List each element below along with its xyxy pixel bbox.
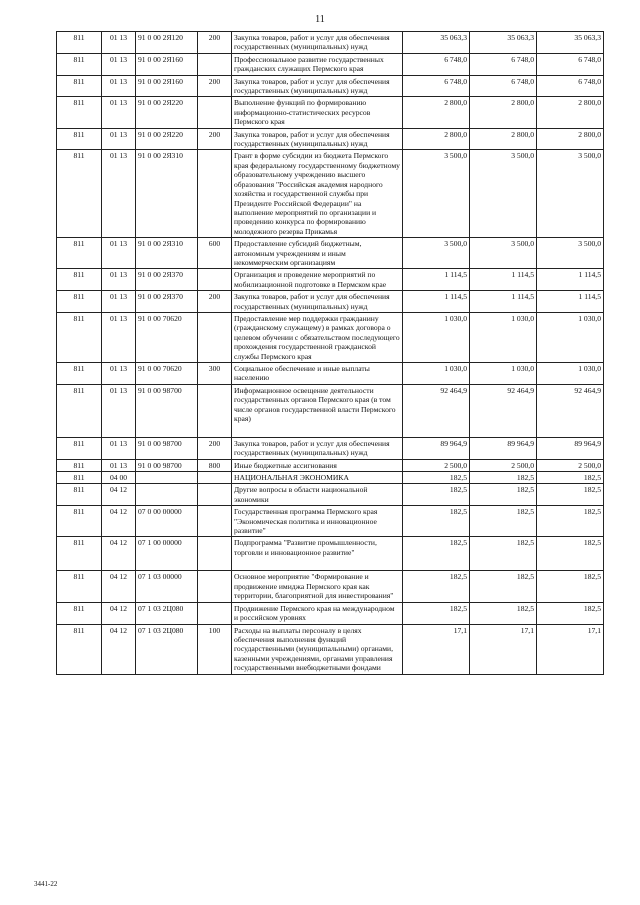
cell-amount-2: 182,5 <box>470 537 537 571</box>
cell-section: 01 13 <box>102 312 136 362</box>
cell-amount-3: 89 964,9 <box>537 437 604 459</box>
table-row <box>57 75 604 97</box>
cell-target-article <box>136 472 198 484</box>
cell-amount-3: 2 500,0 <box>537 459 604 471</box>
cell-amount-2: 182,5 <box>470 506 537 537</box>
cell-amount-1: 2 800,0 <box>403 128 470 150</box>
cell-amount-1: 2 800,0 <box>403 97 470 128</box>
cell-department: 811 <box>57 75 102 97</box>
cell-amount-2: 1 030,0 <box>470 312 537 362</box>
cell-target-article: 07 1 03 00000 <box>136 571 198 602</box>
cell-amount-3: 182,5 <box>537 472 604 484</box>
cell-name: Профессиональное развитие государственных гражданских служащих Пермского края <box>232 53 403 75</box>
cell-amount-2: 92 464,9 <box>470 384 537 437</box>
cell-amount-1: 1 114,5 <box>403 291 470 313</box>
cell-name: Организация и проведение мероприятий по мобилизационной подготовке в Пермском крае <box>232 269 403 291</box>
cell-amount-3: 1 030,0 <box>537 312 604 362</box>
cell-section: 01 13 <box>102 269 136 291</box>
cell-section: 01 13 <box>102 32 136 54</box>
table-row <box>57 484 604 506</box>
cell-target-article: 91 0 00 98700 <box>136 459 198 471</box>
table-row <box>57 150 604 238</box>
cell-section: 01 13 <box>102 128 136 150</box>
cell-amount-2: 182,5 <box>470 602 537 624</box>
cell-section: 01 13 <box>102 97 136 128</box>
cell-section: 01 13 <box>102 75 136 97</box>
cell-target-article: 91 0 00 98700 <box>136 437 198 459</box>
cell-department: 811 <box>57 624 102 674</box>
cell-target-article: 07 1 03 2Ц080 <box>136 602 198 624</box>
cell-department: 811 <box>57 384 102 437</box>
cell-name: Грант в форме субсидии из бюджета Пермского края федеральному государственному бюджетному образовательному учреждению высшего образования "Российская академия народного хозяйства и государственной службы при Президенте Российской Федерации" на выполнение мероприятий по организации и проведению конкурса по формированию молодежного резерва Прикамья <box>232 150 403 238</box>
cell-amount-3: 182,5 <box>537 571 604 602</box>
cell-amount-1: 2 500,0 <box>403 459 470 471</box>
cell-amount-3: 2 800,0 <box>537 128 604 150</box>
cell-target-article: 91 0 00 2Я120 <box>136 32 198 54</box>
table-row <box>57 459 604 471</box>
cell-amount-2: 182,5 <box>470 571 537 602</box>
cell-amount-2: 2 500,0 <box>470 459 537 471</box>
cell-amount-3: 182,5 <box>537 537 604 571</box>
cell-name: Подпрограмма "Развитие промышленности, торговли и инновационное развитие" <box>232 537 403 571</box>
cell-amount-1: 182,5 <box>403 537 470 571</box>
cell-amount-2: 6 748,0 <box>470 53 537 75</box>
cell-name: Продвижение Пермского края на международном и российском уровнях <box>232 602 403 624</box>
cell-name: Закупка товаров, работ и услуг для обеспечения государственных (муниципальных) нужд <box>232 291 403 313</box>
cell-target-article: 91 0 00 2Я310 <box>136 150 198 238</box>
cell-amount-2: 3 500,0 <box>470 150 537 238</box>
cell-expense-type <box>198 53 232 75</box>
cell-department: 811 <box>57 472 102 484</box>
cell-expense-type: 100 <box>198 624 232 674</box>
cell-department: 811 <box>57 128 102 150</box>
cell-amount-2: 2 800,0 <box>470 97 537 128</box>
table-row <box>57 238 604 269</box>
cell-name: Иные бюджетные ассигнования <box>232 459 403 471</box>
cell-amount-1: 1 114,5 <box>403 269 470 291</box>
cell-department: 811 <box>57 459 102 471</box>
cell-target-article: 91 0 00 70620 <box>136 312 198 362</box>
cell-amount-1: 182,5 <box>403 472 470 484</box>
cell-name: Закупка товаров, работ и услуг для обеспечения государственных (муниципальных) нужд <box>232 75 403 97</box>
cell-expense-type: 800 <box>198 459 232 471</box>
cell-expense-type: 200 <box>198 75 232 97</box>
cell-expense-type <box>198 571 232 602</box>
cell-section: 01 13 <box>102 150 136 238</box>
cell-department: 811 <box>57 437 102 459</box>
cell-section: 01 13 <box>102 238 136 269</box>
table-row <box>57 472 604 484</box>
cell-expense-type <box>198 384 232 437</box>
cell-name: Информационное освещение деятельности государственных органов Пермского края (в том числе органов государственной власти Пермского края) <box>232 384 403 437</box>
cell-section: 04 12 <box>102 602 136 624</box>
cell-amount-3: 17,1 <box>537 624 604 674</box>
cell-section: 01 13 <box>102 437 136 459</box>
cell-expense-type <box>198 472 232 484</box>
cell-name: Предоставление мер поддержки гражданину (гражданскому служащему) в рамках договора о целевом обучении с обязательством последующего прохождения государственной гражданской службы Пермского края <box>232 312 403 362</box>
cell-department: 811 <box>57 97 102 128</box>
table-row <box>57 602 604 624</box>
cell-name: Закупка товаров, работ и услуг для обеспечения государственных (муниципальных) нужд <box>232 128 403 150</box>
cell-target-article: 91 0 00 2Я370 <box>136 269 198 291</box>
table-row <box>57 291 604 313</box>
cell-amount-1: 1 030,0 <box>403 312 470 362</box>
cell-amount-2: 89 964,9 <box>470 437 537 459</box>
cell-expense-type: 200 <box>198 32 232 54</box>
table-row <box>57 128 604 150</box>
cell-amount-3: 182,5 <box>537 602 604 624</box>
cell-name: Государственная программа Пермского края "Экономическая политика и инновационное развитие" <box>232 506 403 537</box>
cell-amount-1: 6 748,0 <box>403 53 470 75</box>
cell-section: 04 12 <box>102 484 136 506</box>
cell-department: 811 <box>57 269 102 291</box>
cell-amount-3: 3 500,0 <box>537 150 604 238</box>
cell-section: 04 12 <box>102 506 136 537</box>
cell-amount-3: 92 464,9 <box>537 384 604 437</box>
cell-amount-2: 3 500,0 <box>470 238 537 269</box>
cell-department: 811 <box>57 53 102 75</box>
cell-expense-type <box>198 97 232 128</box>
page-number: 11 <box>315 14 325 25</box>
cell-section: 01 13 <box>102 384 136 437</box>
cell-department: 811 <box>57 602 102 624</box>
cell-name: Другие вопросы в области национальной экономики <box>232 484 403 506</box>
table-row <box>57 32 604 54</box>
cell-target-article: 91 0 00 98700 <box>136 384 198 437</box>
cell-department: 811 <box>57 363 102 385</box>
cell-expense-type <box>198 269 232 291</box>
cell-amount-3: 1 114,5 <box>537 269 604 291</box>
cell-department: 811 <box>57 537 102 571</box>
cell-target-article: 07 0 00 00000 <box>136 506 198 537</box>
table-row <box>57 384 604 437</box>
cell-amount-1: 1 030,0 <box>403 363 470 385</box>
cell-department: 811 <box>57 571 102 602</box>
cell-amount-2: 2 800,0 <box>470 128 537 150</box>
budget-table-body <box>57 32 604 675</box>
cell-amount-1: 182,5 <box>403 484 470 506</box>
cell-name: Основное мероприятие "Формирование и продвижение имиджа Пермского края как территории, благоприятной для инвестирования" <box>232 571 403 602</box>
cell-section: 04 12 <box>102 624 136 674</box>
cell-expense-type <box>198 484 232 506</box>
table-row <box>57 312 604 362</box>
cell-amount-3: 182,5 <box>537 484 604 506</box>
cell-amount-2: 35 063,3 <box>470 32 537 54</box>
cell-name: Предоставление субсидий бюджетным, автономным учреждениям и иным некоммерческим организациям <box>232 238 403 269</box>
cell-section: 01 13 <box>102 363 136 385</box>
cell-amount-1: 182,5 <box>403 506 470 537</box>
cell-expense-type: 300 <box>198 363 232 385</box>
cell-expense-type <box>198 312 232 362</box>
cell-amount-1: 182,5 <box>403 602 470 624</box>
cell-amount-1: 3 500,0 <box>403 150 470 238</box>
cell-amount-3: 6 748,0 <box>537 53 604 75</box>
table-row <box>57 537 604 571</box>
cell-expense-type <box>198 537 232 571</box>
cell-amount-1: 182,5 <box>403 571 470 602</box>
cell-amount-2: 182,5 <box>470 472 537 484</box>
cell-expense-type: 200 <box>198 291 232 313</box>
cell-amount-3: 35 063,3 <box>537 32 604 54</box>
cell-amount-3: 6 748,0 <box>537 75 604 97</box>
table-row <box>57 506 604 537</box>
cell-target-article: 91 0 00 2Я160 <box>136 75 198 97</box>
cell-target-article <box>136 484 198 506</box>
cell-department: 811 <box>57 506 102 537</box>
cell-expense-type: 200 <box>198 128 232 150</box>
cell-section: 04 12 <box>102 537 136 571</box>
cell-department: 811 <box>57 32 102 54</box>
cell-amount-1: 89 964,9 <box>403 437 470 459</box>
cell-target-article: 91 0 00 2Я310 <box>136 238 198 269</box>
cell-expense-type: 600 <box>198 238 232 269</box>
document-code: 3441-22 <box>34 880 58 888</box>
table-row <box>57 53 604 75</box>
cell-section: 01 13 <box>102 459 136 471</box>
budget-table <box>56 31 604 675</box>
cell-expense-type <box>198 150 232 238</box>
cell-target-article: 91 0 00 2Я370 <box>136 291 198 313</box>
cell-amount-3: 2 800,0 <box>537 97 604 128</box>
cell-department: 811 <box>57 484 102 506</box>
cell-amount-2: 1 114,5 <box>470 291 537 313</box>
cell-expense-type <box>198 602 232 624</box>
table-row <box>57 571 604 602</box>
cell-amount-1: 35 063,3 <box>403 32 470 54</box>
cell-target-article: 07 1 03 2Ц080 <box>136 624 198 674</box>
cell-target-article: 91 0 00 2Я160 <box>136 53 198 75</box>
cell-amount-2: 182,5 <box>470 484 537 506</box>
cell-name: Социальное обеспечение и иные выплаты населению <box>232 363 403 385</box>
table-row <box>57 624 604 674</box>
cell-name: Выполнение функций по формированию информационно-статистических ресурсов Пермского края <box>232 97 403 128</box>
cell-department: 811 <box>57 150 102 238</box>
cell-amount-2: 17,1 <box>470 624 537 674</box>
cell-amount-3: 182,5 <box>537 506 604 537</box>
cell-department: 811 <box>57 291 102 313</box>
cell-department: 811 <box>57 238 102 269</box>
cell-section: 01 13 <box>102 53 136 75</box>
cell-expense-type <box>198 506 232 537</box>
cell-expense-type: 200 <box>198 437 232 459</box>
cell-amount-1: 17,1 <box>403 624 470 674</box>
table-row <box>57 269 604 291</box>
cell-name: Закупка товаров, работ и услуг для обеспечения государственных (муниципальных) нужд <box>232 32 403 54</box>
table-row <box>57 437 604 459</box>
cell-target-article: 91 0 00 2Я220 <box>136 97 198 128</box>
cell-amount-1: 92 464,9 <box>403 384 470 437</box>
cell-amount-2: 1 030,0 <box>470 363 537 385</box>
cell-name: Расходы на выплаты персоналу в целях обеспечения выполнения функций государственными (муниципальными) органами, казенными учреждениями, органами управления государственными внебюджетными фондами <box>232 624 403 674</box>
table-row <box>57 97 604 128</box>
cell-amount-1: 6 748,0 <box>403 75 470 97</box>
cell-target-article: 91 0 00 70620 <box>136 363 198 385</box>
cell-amount-2: 1 114,5 <box>470 269 537 291</box>
cell-amount-3: 1 114,5 <box>537 291 604 313</box>
cell-amount-1: 3 500,0 <box>403 238 470 269</box>
cell-amount-3: 3 500,0 <box>537 238 604 269</box>
cell-amount-3: 1 030,0 <box>537 363 604 385</box>
cell-target-article: 07 1 00 00000 <box>136 537 198 571</box>
cell-name: НАЦИОНАЛЬНАЯ ЭКОНОМИКА <box>232 472 403 484</box>
cell-section: 04 12 <box>102 571 136 602</box>
cell-section: 01 13 <box>102 291 136 313</box>
cell-section: 04 00 <box>102 472 136 484</box>
table-row <box>57 363 604 385</box>
cell-target-article: 91 0 00 2Я220 <box>136 128 198 150</box>
cell-department: 811 <box>57 312 102 362</box>
cell-name: Закупка товаров, работ и услуг для обеспечения государственных (муниципальных) нужд <box>232 437 403 459</box>
cell-amount-2: 6 748,0 <box>470 75 537 97</box>
